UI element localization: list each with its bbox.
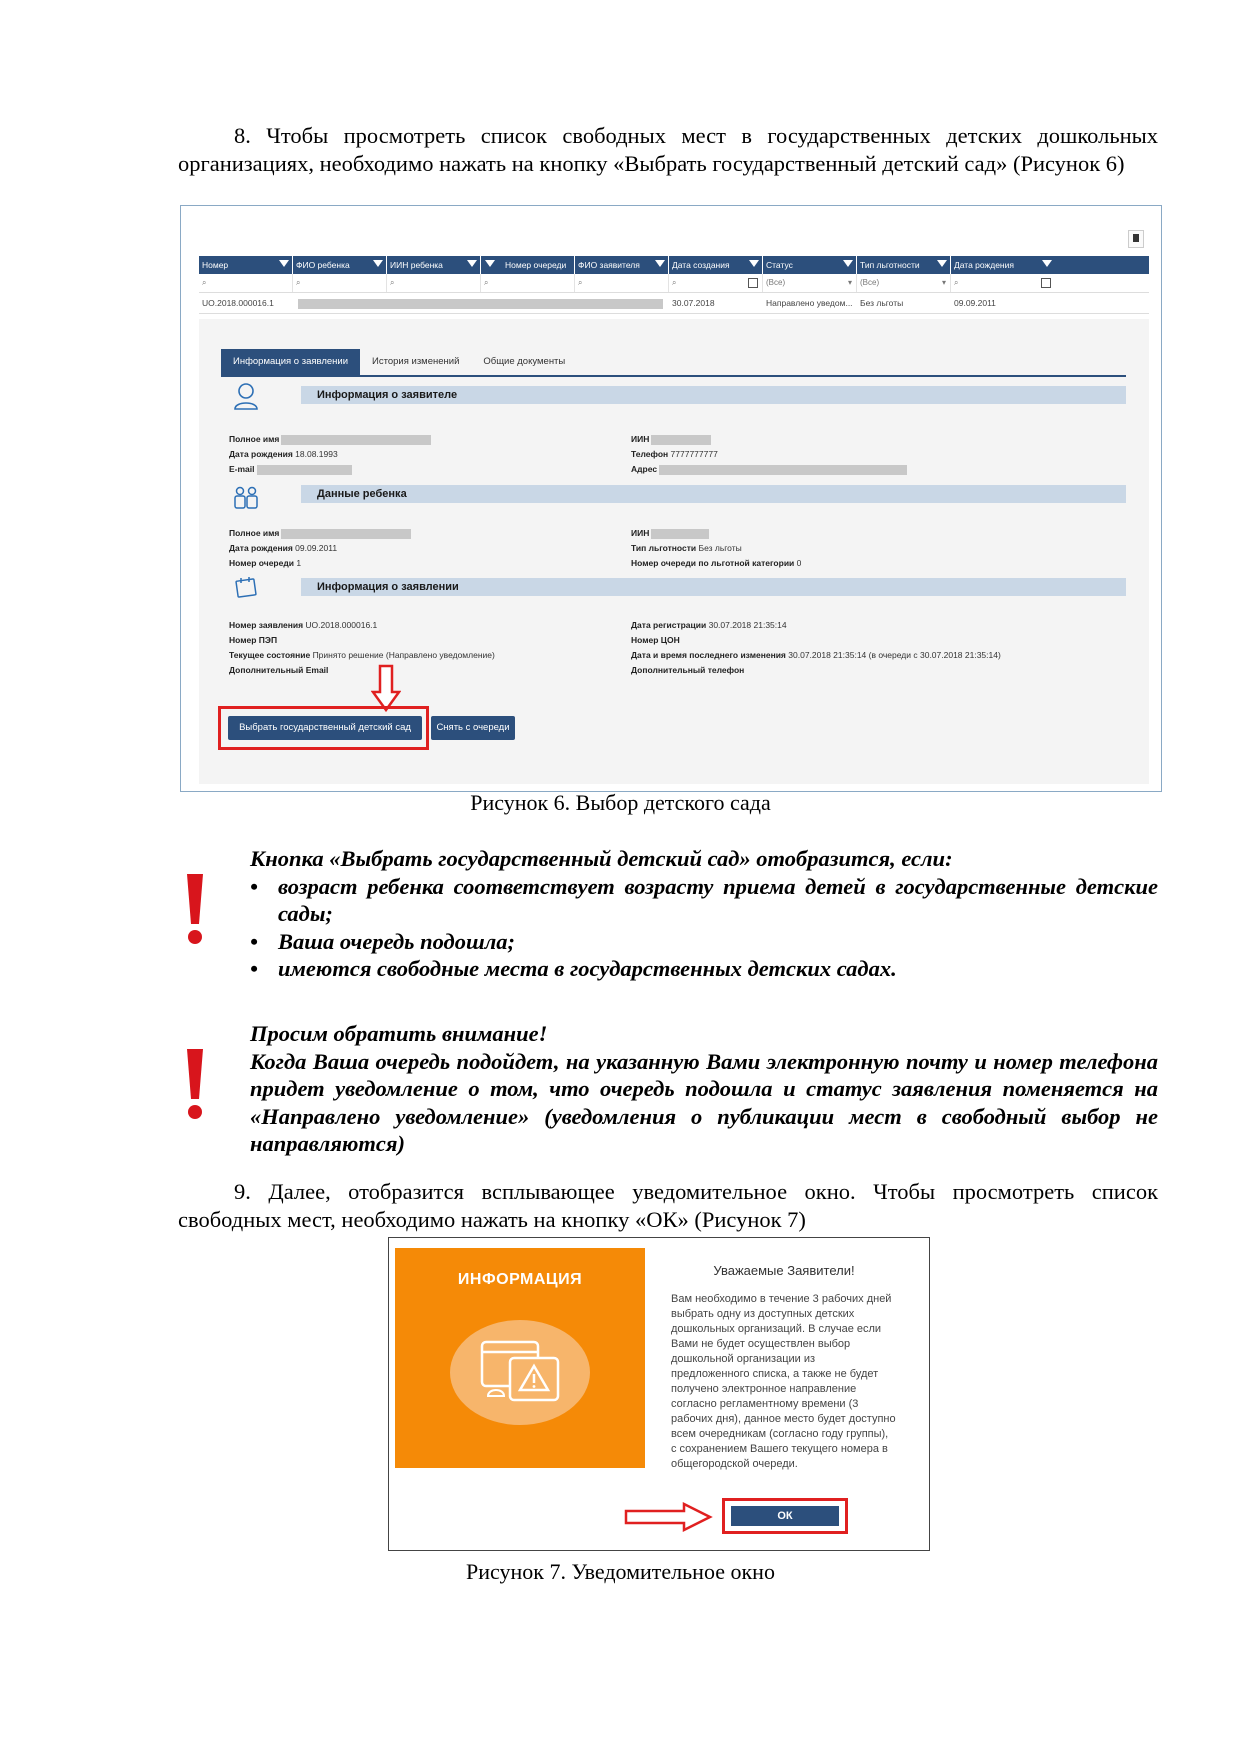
highlight-frame <box>722 1498 848 1534</box>
cell-lgota: Без льготы <box>860 298 904 308</box>
caption-figure-7: Рисунок 7. Уведомительное окно <box>466 1559 775 1584</box>
user-icon <box>233 382 259 410</box>
applications-grid <box>199 256 1149 314</box>
child-lgota-queue: Номер очереди по льготной категории 0 <box>631 558 802 568</box>
application-detail-panel <box>199 319 1149 784</box>
list-item: • возраст ребенка соответствует возрасту приема детей в государственные детские сады; <box>250 873 1158 926</box>
chevron-down-icon: ▾ <box>847 278 852 287</box>
warning-text: Когда Ваша очередь подойдет, на указанную Вами электронную почту и номер телефона придет уведомление о том, что очередь подошла и статус заявления поменяется на «Направлено уведомление» (уведомления о публикации мест в свободный выбор не направляются) <box>250 1048 1158 1156</box>
figure-6-screenshot <box>180 205 1162 792</box>
filter-icon[interactable] <box>1042 260 1052 267</box>
red-arrow-down-icon <box>371 664 401 712</box>
col-number[interactable]: Номер <box>199 256 293 274</box>
detail-tabs <box>221 349 577 375</box>
search-icon[interactable]: ⌕ <box>199 274 293 292</box>
col-applicant-name[interactable]: ФИО заявителя <box>575 256 669 274</box>
applicant-address: Адрес <box>631 464 907 475</box>
highlight-frame <box>218 706 429 750</box>
birth-date-filter[interactable]: ⌕ <box>951 274 1055 292</box>
warning-conditions <box>250 845 1158 983</box>
warning-title: Просим обратить внимание! <box>250 1021 548 1046</box>
applicant-email: E-mail <box>229 464 352 475</box>
tab-underline <box>221 375 1126 377</box>
search-icon[interactable]: ⌕ <box>387 274 481 292</box>
exclamation-icon <box>175 1045 215 1121</box>
export-icon[interactable] <box>1128 230 1144 248</box>
filter-icon[interactable] <box>937 260 947 267</box>
application-con: Номер ЦОН <box>631 635 680 645</box>
application-number: Номер заявления UO.2018.000016.1 <box>229 620 378 630</box>
ok-button[interactable]: ОК <box>731 1506 839 1526</box>
cell-birth-date: 09.09.2011 <box>954 298 996 308</box>
grid-filter-row <box>199 274 1149 293</box>
paragraph-8: 8. Чтобы просмотреть список свободных мест в государственных детских дошкольных организациях, необходимо нажать на кнопку «Выбрать государственный детский сад» (Рисунок 6) <box>178 123 1158 176</box>
dialog-text: Вам необходимо в течение 3 рабочих дней выбрать одну из доступных детских дошкольных организаций. В случае если Вами не будет осуществлен выбор дошкольной организации из предложенного списка, а также не будет получено электронное направление согласно регламентному времени (3 рабочих дня), данное место будет доступно всем очередникам (согласно году группы), с сохранением Вашего текущего номера в общегородской очереди. <box>671 1293 896 1470</box>
col-lgota[interactable]: Тип льготности <box>857 256 951 274</box>
application-state: Текущее состояние Принято решение (Направлено уведомление) <box>229 650 495 660</box>
browser-warning-icon <box>478 1338 564 1406</box>
exclamation-icon <box>175 870 215 946</box>
applicant-iin: ИИН <box>631 434 711 445</box>
col-child-name[interactable]: ФИО ребенка <box>293 256 387 274</box>
section-applicant: Информация о заявителе <box>301 386 1126 404</box>
filter-icon[interactable] <box>655 260 665 267</box>
cell-redacted <box>293 293 669 313</box>
application-last-change: Дата и время последнего изменения 30.07.2018 21:35:14 (в очереди с 30.07.2018 21:35:14) <box>631 650 1001 660</box>
application-extra-email: Дополнительный Email <box>229 665 329 675</box>
calendar-icon[interactable] <box>1041 278 1051 288</box>
section-child: Данные ребенка <box>301 485 1126 503</box>
tab-application-info[interactable]: Информация о заявлении <box>221 349 360 375</box>
lgota-filter-select[interactable]: (Все) ▾ <box>857 274 951 292</box>
search-icon[interactable]: ⌕ <box>293 274 387 292</box>
tab-documents[interactable]: Общие документы <box>483 356 566 367</box>
status-filter-select[interactable]: (Все) ▾ <box>763 274 857 292</box>
warning-attention <box>250 1020 1158 1158</box>
applicant-birth-date: Дата рождения 18.08.1993 <box>229 449 338 459</box>
calendar-icon[interactable] <box>748 278 758 288</box>
warning-title: Кнопка «Выбрать государственный детский сад» отобразится, если: <box>250 846 953 871</box>
filter-icon[interactable] <box>843 260 853 267</box>
search-icon[interactable]: ⌕ <box>481 274 575 292</box>
col-queue-number[interactable]: Номер очереди <box>481 256 575 274</box>
notes-icon <box>233 575 259 599</box>
cell-date-created: 30.07.2018 <box>672 298 715 308</box>
info-panel <box>395 1248 645 1468</box>
col-date-created[interactable]: Дата создания <box>669 256 763 274</box>
choose-state-kindergarten-button[interactable]: Выбрать государственный детский сад <box>228 716 422 740</box>
applicant-full-name: Полное имя <box>229 434 431 445</box>
filter-icon[interactable] <box>373 260 383 267</box>
red-arrow-right-icon <box>624 1502 714 1532</box>
filter-icon[interactable] <box>485 260 495 267</box>
info-title: ИНФОРМАЦИЯ <box>457 1271 583 1288</box>
paragraph-9: 9. Далее, отобразится всплывающее уведомительное окно. Чтобы просмотреть список свободных мест, необходимо нажать на кнопку «ОК» (Рисунок 7) <box>178 1179 1158 1232</box>
caption-figure-6: Рисунок 6. Выбор детского сада <box>470 790 771 815</box>
info-circle <box>450 1320 590 1425</box>
application-reg-date: Дата регистрации 30.07.2018 21:35:14 <box>631 620 787 630</box>
child-iin: ИИН <box>631 528 709 539</box>
cell-number: UO.2018.000016.1 <box>202 298 274 308</box>
children-icon <box>233 486 259 510</box>
tab-history[interactable]: История изменений <box>372 356 460 367</box>
col-status[interactable]: Статус <box>763 256 857 274</box>
child-birth-date: Дата рождения 09.09.2011 <box>229 543 338 553</box>
col-child-iin[interactable]: ИИН ребенка <box>387 256 481 274</box>
section-application: Информация о заявлении <box>301 578 1126 596</box>
child-queue-number: Номер очереди 1 <box>229 558 302 568</box>
date-filter[interactable]: ⌕ <box>669 274 763 292</box>
child-full-name: Полное имя <box>229 528 411 539</box>
child-lgota: Тип льготности Без льготы <box>631 543 742 553</box>
application-pep: Номер ПЭП <box>229 635 278 645</box>
grid-header <box>199 256 1149 274</box>
list-item: • имеются свободные места в государственных детских садах. <box>250 956 897 981</box>
remove-from-queue-button[interactable]: Снять с очереди <box>431 716 515 740</box>
filter-icon[interactable] <box>467 260 477 267</box>
list-item: • Ваша очередь подошла; <box>250 928 515 954</box>
chevron-down-icon: ▾ <box>941 278 946 287</box>
dialog-title: Уважаемые Заявители! <box>713 1263 855 1278</box>
application-extra-phone: Дополнительный телефон <box>631 665 745 675</box>
filter-icon[interactable] <box>279 260 289 267</box>
filter-icon[interactable] <box>749 260 759 267</box>
cell-status: Направлено уведом... <box>766 298 853 308</box>
figure-7-dialog <box>388 1237 930 1551</box>
table-row[interactable] <box>199 293 1149 314</box>
search-icon[interactable]: ⌕ <box>575 274 669 292</box>
applicant-phone: Телефон 7777777777 <box>631 449 718 459</box>
col-birth-date[interactable]: Дата рождения <box>951 256 1055 274</box>
